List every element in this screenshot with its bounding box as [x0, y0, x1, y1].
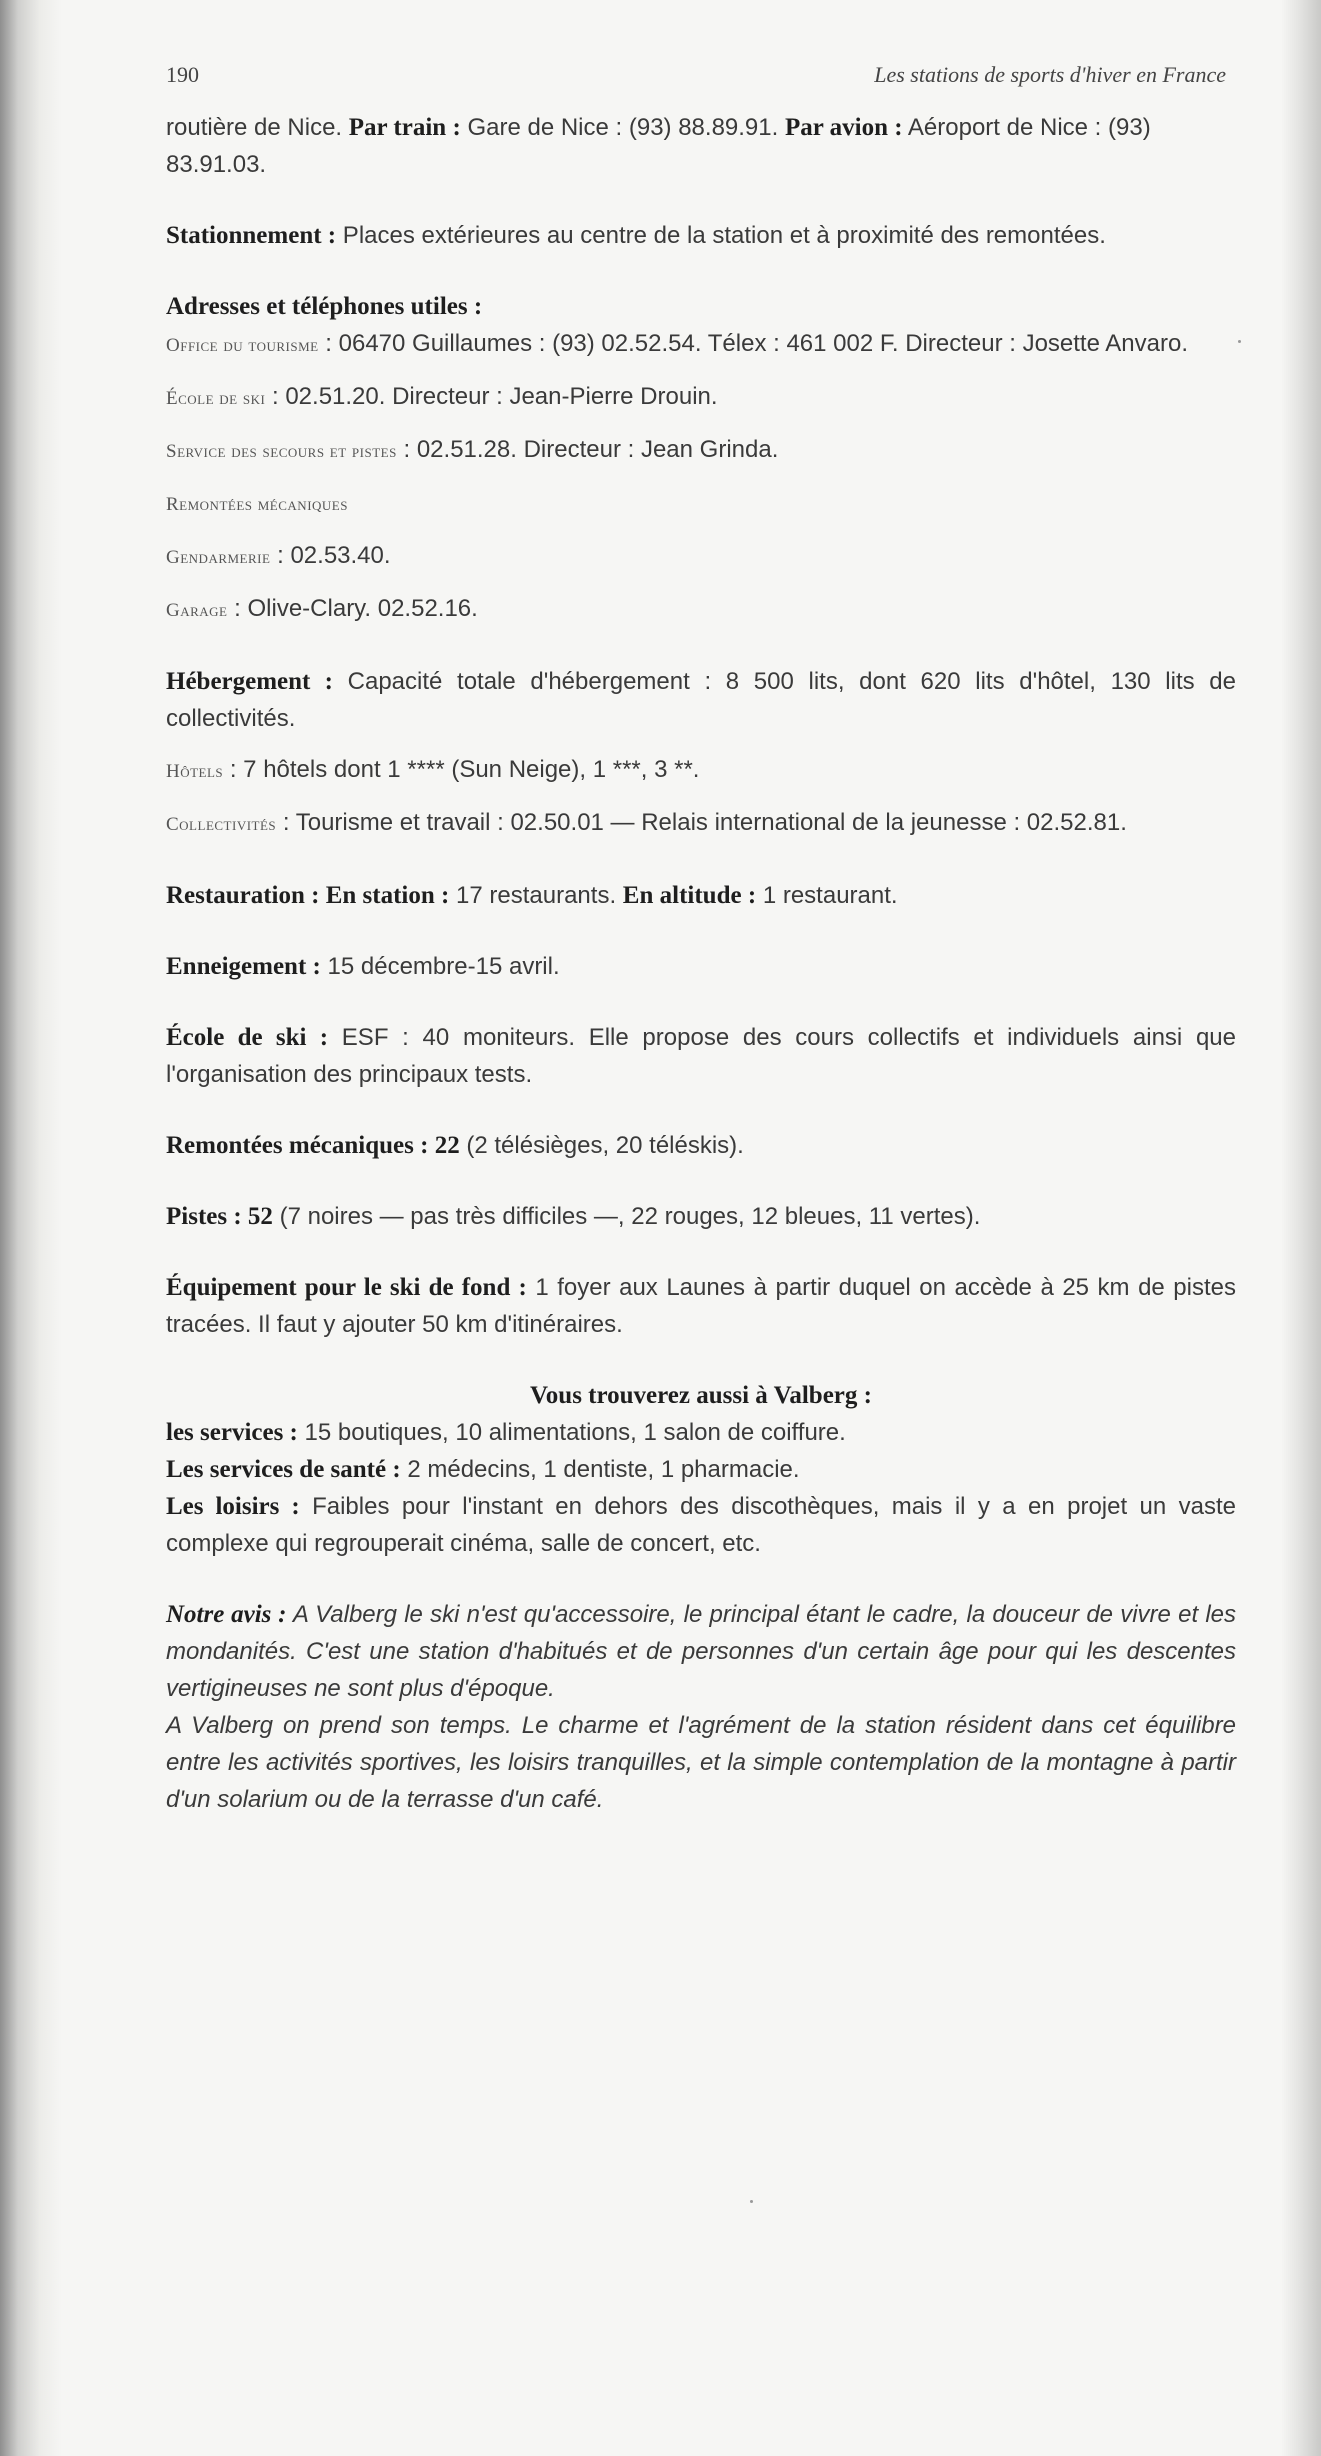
services-line: les services : 15 boutiques, 10 alimentations, 1 salon de coiffure.	[166, 1419, 846, 1446]
slopes-paragraph: Pistes : 52 (7 noires — pas très difficiles —, 22 rouges, 12 bleues, 11 vertes).	[166, 1203, 981, 1230]
also-title: Vous trouverez aussi à Valberg :	[530, 1382, 872, 1409]
leisure-line: Les loisirs : Faibles pour l'instant en dehors des discothèques, mais il y a en projet un vaste complexe qui regrouperait cinéma, salle de concert, etc.	[166, 1493, 1237, 1557]
also-section	[166, 1377, 1236, 1562]
page-edge-shadow	[1281, 0, 1321, 2456]
running-header	[166, 56, 1226, 93]
plane-label: Par avion :	[784, 114, 903, 141]
parking-paragraph: Stationnement : Places extérieures au centre de la station et à proximité des remontées.	[166, 222, 1106, 249]
addresses-section	[166, 288, 1236, 629]
address-item: Gendarmerie : 02.53.40.	[166, 542, 391, 569]
access-paragraph: routière de Nice. Par train : Gare de Nice : (93) 88.89.91. Par avion : Aéroport de Nice : (93) 83.91.03.	[166, 114, 1151, 178]
opinion-label: Notre avis :	[166, 1601, 287, 1628]
opinion-paragraph-2: A Valberg on prend son temps. Le charme et l'agrément de la station résident dans cet équilibre entre les activités sportives, les loisirs tranquilles, et la simple contemplation de la montagne à partir d'un solarium ou de la terrasse d'un café.	[166, 1712, 1236, 1813]
collectives-item: Collectivités : Tourisme et travail : 02.50.01 — Relais international de la jeunesse : 02.52.81.	[166, 809, 1127, 836]
page-binding-shadow	[0, 0, 62, 2456]
cross-country-label: Équipement pour le ski de fond :	[166, 1274, 527, 1301]
lifts-label: Remontées mécaniques :	[166, 1132, 429, 1159]
address-item: Office du tourisme : 06470 Guillaumes : (93) 02.52.54. Télex : 461 002 F. Directeur : Josette Anvaro.	[166, 330, 1189, 357]
cross-country-paragraph: Équipement pour le ski de fond : 1 foyer aux Launes à partir duquel on accède à 25 km de pistes tracées. Il faut y ajouter 50 km d'itinéraires.	[166, 1274, 1236, 1338]
address-item: Service des secours et pistes : 02.51.28. Directeur : Jean Grinda.	[166, 436, 779, 463]
ski-school-paragraph: École de ski : ESF : 40 moniteurs. Elle propose des cours collectifs et individuels ainsi que l'organisation des principaux tests.	[166, 1024, 1236, 1088]
hotels-item: Hôtels : 7 hôtels dont 1 **** (Sun Neige), 1 ***, 3 **.	[166, 756, 700, 783]
health-line: Les services de santé : 2 médecins, 1 dentiste, 1 pharmacie.	[166, 1456, 800, 1483]
dining-paragraph: Restauration : En station : 17 restaurants. En altitude : 1 restaurant.	[166, 882, 898, 909]
lodging-section: Hébergement : Capacité totale d'hébergement : 8 500 lits, dont 620 lits d'hôtel, 130 lits de collectivités. Hôtels : 7 hôtels dont 1 **** (Sun Neige), 1 ***, 3 **. Collectivités : Tourisme et travail : 02.50.01 — Relais international de la jeunesse : 02.52.81.	[166, 663, 1236, 843]
snow-paragraph: Enneigement : 15 décembre-15 avril.	[166, 953, 560, 980]
snow-label: Enneigement :	[166, 953, 321, 980]
scan-speck	[1238, 340, 1241, 343]
parking-label: Stationnement :	[166, 222, 337, 249]
opinion-section: Notre avis : A Valberg le ski n'est qu'accessoire, le principal étant le cadre, la douceur de vivre et les mondanités. C'est une station d'habitués et de personnes d'un certain âge pour qui les descentes vertigineuses ne sont plus d'époque. A Valberg on prend son temps. Le charme et l'agrément de la station résident dans cet équilibre entre les activités sportives, les loisirs tranquilles, et la simple contemplation de la montagne à partir d'un solarium ou de la terrasse d'un café.	[166, 1596, 1236, 1818]
ski-school-label: École de ski :	[166, 1024, 329, 1051]
slopes-label: Pistes :	[166, 1203, 242, 1230]
book-page	[166, 56, 1236, 1818]
address-item: École de ski : 02.51.20. Directeur : Jean-Pierre Drouin.	[166, 383, 718, 410]
dining-label: Restauration :	[166, 882, 320, 909]
address-item: Garage : Olive-Clary. 02.52.16.	[166, 595, 478, 622]
page-number: 190	[166, 62, 199, 87]
scan-speck	[750, 2200, 753, 2203]
addresses-label: Adresses et téléphones utiles :	[166, 293, 483, 320]
train-label: Par train :	[348, 114, 461, 141]
lodging-label: Hébergement :	[166, 668, 333, 695]
address-item: Remontées mécaniques	[166, 494, 348, 515]
lifts-paragraph: Remontées mécaniques : 22 (2 télésièges, 20 téléskis).	[166, 1132, 744, 1159]
running-title: Les stations de sports d'hiver en France	[874, 62, 1226, 87]
